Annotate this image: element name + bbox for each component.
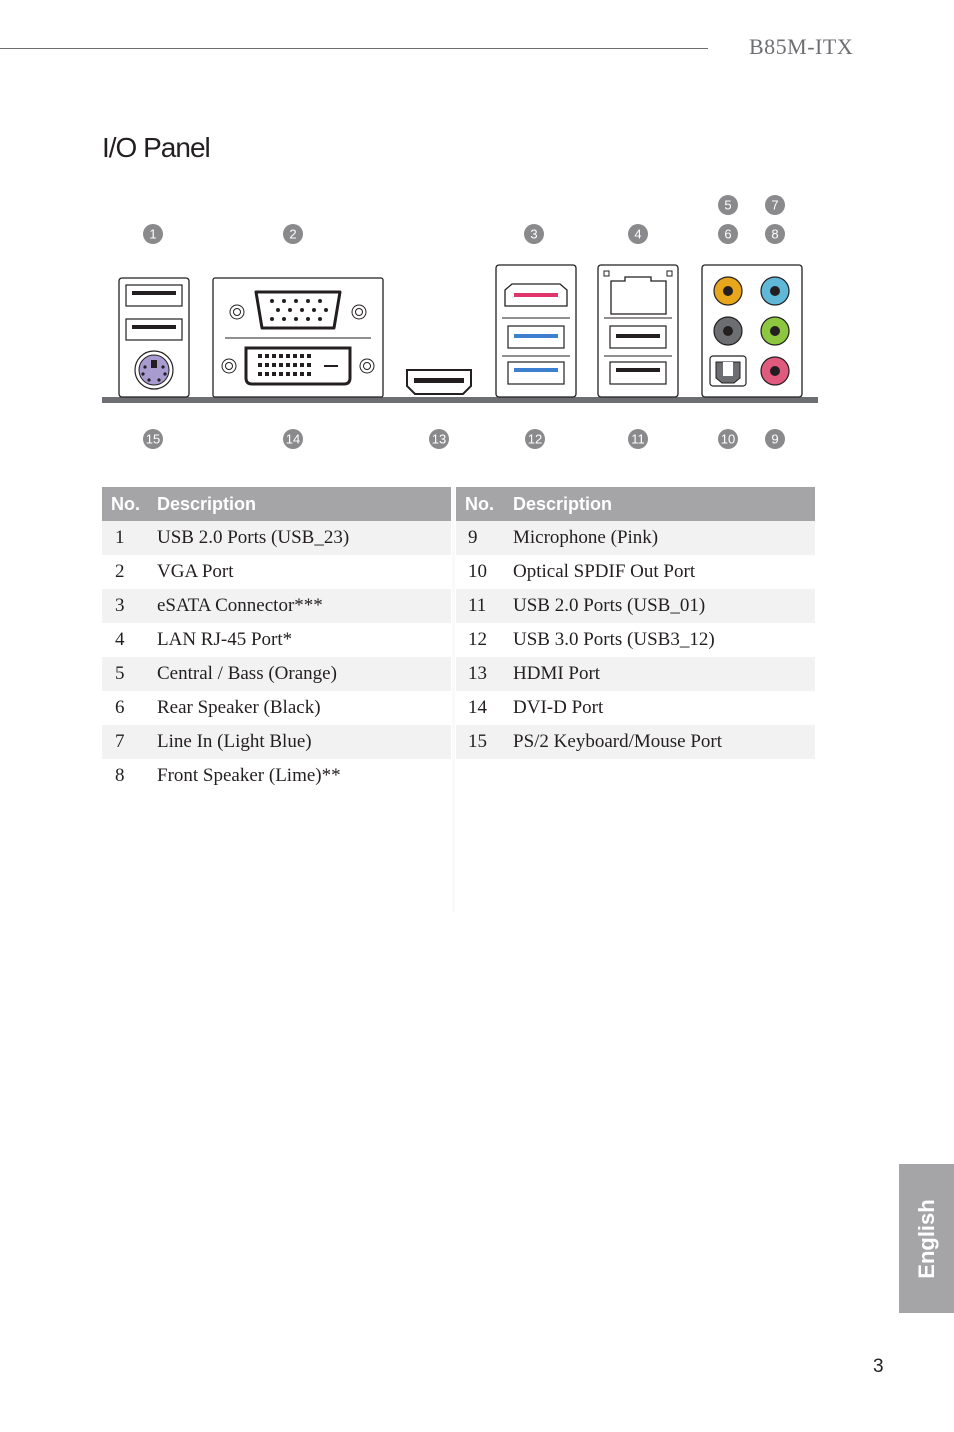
row-no: 10 (468, 561, 487, 582)
callout-15 (143, 429, 163, 449)
table-row (102, 589, 451, 623)
svg-text:13: 13 (431, 431, 447, 447)
language-tab[interactable] (899, 1164, 954, 1313)
row-description: HDMI Port (513, 663, 601, 684)
row-description: USB 2.0 Ports (USB_23) (157, 527, 350, 548)
lan-usb2-block (598, 265, 678, 397)
svg-text:1: 1 (149, 226, 157, 242)
svg-text:12: 12 (527, 431, 543, 447)
io-shield-baseline (102, 397, 818, 403)
callout-13 (429, 429, 449, 449)
callout-9 (765, 429, 785, 449)
table-row (456, 725, 815, 759)
table-row (456, 657, 815, 691)
row-no: 11 (468, 595, 487, 616)
ps2-fill (139, 355, 169, 385)
svg-text:11: 11 (631, 431, 645, 447)
row-no: 8 (115, 765, 125, 786)
callout-7 (765, 195, 785, 215)
row-description: DVI-D Port (513, 697, 604, 718)
table-row (102, 521, 451, 555)
row-no: 4 (115, 629, 125, 650)
row-no: 9 (468, 527, 478, 548)
svg-text:9: 9 (771, 431, 779, 447)
row-description: Front Speaker (Lime)** (157, 765, 341, 786)
callout-2 (283, 224, 303, 244)
table-row (456, 691, 815, 725)
callout-3 (524, 224, 544, 244)
callout-11 (628, 429, 648, 449)
table-row (456, 589, 815, 623)
callout-1 (143, 224, 163, 244)
header-no: No. (111, 493, 140, 514)
row-description: VGA Port (157, 561, 234, 582)
table-column-divider (452, 487, 455, 912)
header-no: No. (465, 493, 494, 514)
esata-usb3-block (496, 265, 576, 397)
row-description: Microphone (Pink) (513, 527, 659, 548)
table-row (456, 521, 815, 555)
row-description: LAN RJ-45 Port* (157, 629, 293, 650)
table-row (102, 759, 451, 793)
table-row (456, 623, 815, 657)
svg-text:2: 2 (289, 226, 297, 242)
callout-10 (718, 429, 738, 449)
row-description: Line In (Light Blue) (157, 731, 312, 752)
callout-14 (283, 429, 303, 449)
callout-12 (525, 429, 545, 449)
row-description: USB 3.0 Ports (USB3_12) (513, 629, 715, 650)
row-description: eSATA Connector*** (157, 595, 323, 616)
svg-text:3: 3 (530, 226, 538, 242)
table-header (102, 487, 451, 521)
svg-text:7: 7 (771, 197, 779, 213)
row-no: 14 (468, 697, 487, 718)
port-table-right (456, 487, 815, 759)
header-description: Description (513, 493, 613, 514)
section-title: I/O Panel (102, 132, 210, 163)
row-no: 1 (115, 527, 125, 548)
row-description: Rear Speaker (Black) (157, 697, 321, 718)
callout-5 (718, 195, 738, 215)
svg-text:5: 5 (724, 197, 732, 213)
table-row (102, 657, 451, 691)
row-no: 3 (115, 595, 125, 616)
port-table-left (102, 487, 451, 793)
table-header (456, 487, 815, 521)
callout-6 (718, 224, 738, 244)
usb-ps2-block (119, 278, 189, 397)
svg-text:10: 10 (720, 431, 736, 447)
table-row (456, 555, 815, 589)
page-number: 3 (873, 1356, 884, 1377)
row-no: 6 (115, 697, 125, 718)
audio-block (702, 265, 802, 397)
callout-4 (628, 224, 648, 244)
row-no: 13 (468, 663, 487, 684)
svg-text:6: 6 (724, 226, 732, 242)
header-description: Description (157, 493, 257, 514)
callout-8 (765, 224, 785, 244)
row-no: 7 (115, 731, 125, 752)
svg-text:15: 15 (145, 431, 161, 447)
io-panel-diagram (0, 0, 954, 470)
model-name: B85M-ITX (749, 34, 854, 59)
table-row (102, 623, 451, 657)
table-row (102, 555, 451, 589)
vga-dvi-block (213, 278, 383, 397)
svg-text:14: 14 (285, 431, 301, 447)
row-description: USB 2.0 Ports (USB_01) (513, 595, 706, 616)
row-no: 12 (468, 629, 487, 650)
language-tab-label: English (913, 1198, 939, 1279)
row-no: 2 (115, 561, 125, 582)
row-description: Optical SPDIF Out Port (513, 561, 696, 582)
row-no: 5 (115, 663, 125, 684)
row-no: 15 (468, 731, 487, 752)
svg-text:4: 4 (634, 226, 642, 242)
table-row (102, 691, 451, 725)
svg-text:8: 8 (771, 226, 779, 242)
table-row (102, 725, 451, 759)
row-description: Central / Bass (Orange) (157, 663, 337, 684)
row-description: PS/2 Keyboard/Mouse Port (513, 731, 722, 752)
lan-port (611, 277, 666, 314)
